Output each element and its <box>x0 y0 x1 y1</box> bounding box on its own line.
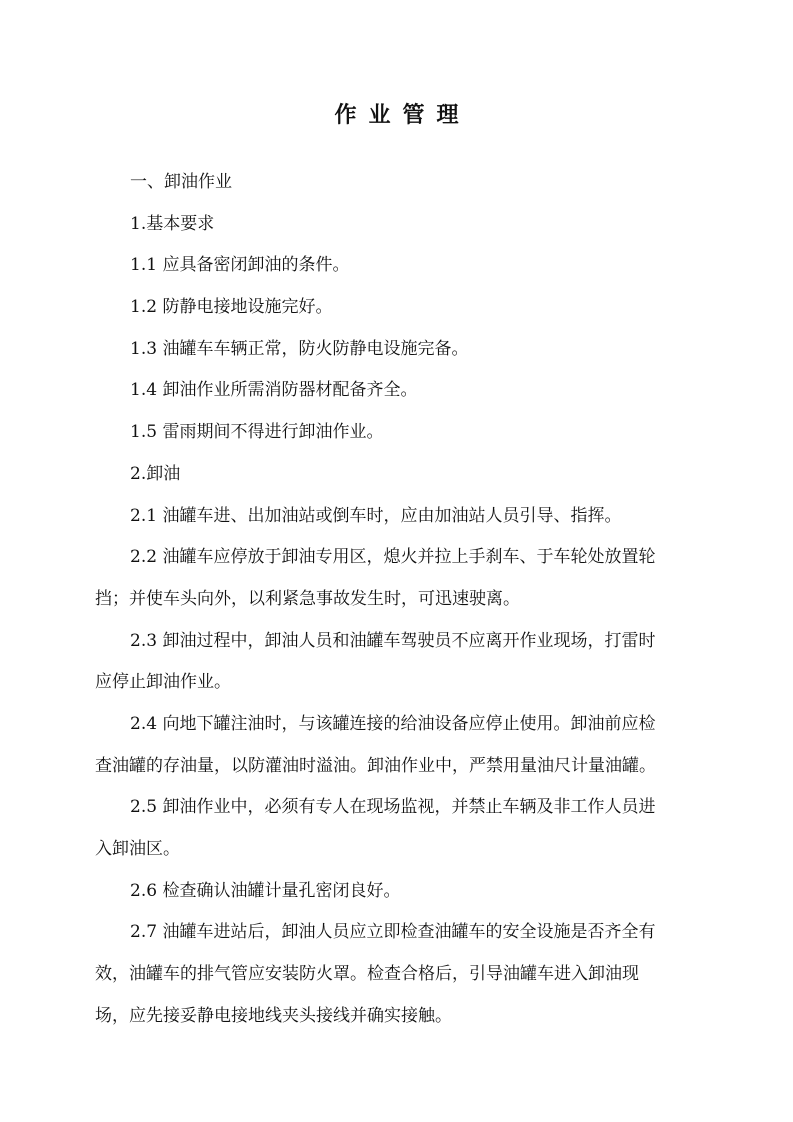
text-line: 应停止卸油作业。 <box>95 672 231 693</box>
text-line: 1.5 雷雨期间不得进行卸油作业。 <box>130 422 384 443</box>
paragraph <box>95 418 705 460</box>
paragraph <box>95 335 705 377</box>
paragraph <box>95 210 705 252</box>
page-title: 作业管理 <box>334 103 471 128</box>
text-line: 一、卸油作业 <box>130 172 232 192</box>
paragraph <box>95 710 705 793</box>
paragraph <box>95 877 705 919</box>
paragraph <box>95 627 705 710</box>
paragraph <box>95 543 705 626</box>
text-line: 1.1 应具备密闭卸油的条件。 <box>130 255 350 276</box>
text-line: 2.卸油 <box>130 463 181 484</box>
text-line: 1.4 卸油作业所需消防器材配备齐全。 <box>130 380 418 401</box>
text-line: 1.2 防静电接地设施完好。 <box>130 297 333 318</box>
text-line: 2.3 卸油过程中，卸油人员和油罐车驾驶员不应离开作业现场，打雷时 <box>130 630 656 651</box>
text-line: 2.2 油罐车应停放于卸油专用区，熄火并拉上手刹车、于车轮处放置轮 <box>130 547 656 568</box>
paragraph <box>95 460 705 502</box>
text-line: 挡；并使车头向外，以利紧急事故发生时，可迅速驶离。 <box>95 588 520 609</box>
paragraph <box>95 918 705 1043</box>
paragraph <box>95 293 705 335</box>
paragraph <box>95 376 705 418</box>
text-line: 2.7 油罐车进站后，卸油人员应立即检查油罐车的安全设施是否齐全有 <box>130 922 656 943</box>
document-body <box>95 168 705 1043</box>
text-line: 入卸油区。 <box>95 839 180 859</box>
text-line: 查油罐的存油量，以防灌油时溢油。卸油作业中，严禁用量油尺计量油罐。 <box>95 755 656 776</box>
text-line: 2.6 检查确认油罐计量孔密闭良好。 <box>130 880 401 901</box>
text-line: 场，应先接妥静电接地线夹头接线并确实接触。 <box>95 1005 452 1026</box>
text-line: 效，油罐车的排气管应安装防火罩。检查合格后，引导油罐车进入卸油现 <box>95 964 639 985</box>
paragraph <box>95 168 705 210</box>
paragraph <box>95 251 705 293</box>
paragraph <box>95 793 705 876</box>
text-line: 1.3 油罐车车辆正常，防火防静电设施完备。 <box>130 338 469 359</box>
text-line: 1.基本要求 <box>130 213 215 234</box>
text-line: 2.1 油罐车进、出加油站或倒车时，应由加油站人员引导、指挥。 <box>130 505 622 526</box>
text-line: 2.4 向地下罐注油时，与该罐连接的给油设备应停止使用。卸油前应检 <box>130 713 656 734</box>
text-line: 2.5 卸油作业中，必须有专人在现场监视，并禁止车辆及非工作人员进 <box>130 797 656 818</box>
paragraph <box>95 502 705 544</box>
